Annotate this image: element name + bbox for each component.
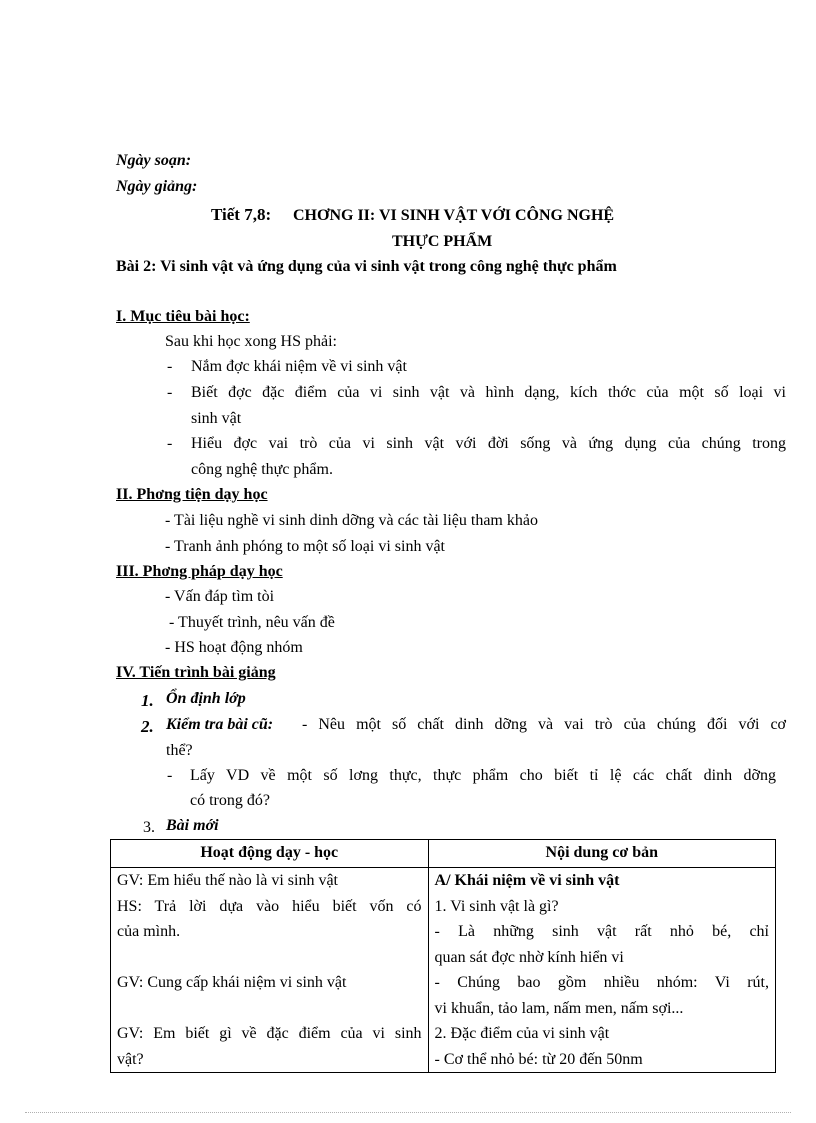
activity-line: GV: Cung cấp khái niệm vi sinh vật xyxy=(117,974,347,991)
teaching-activities-cell xyxy=(111,868,429,1073)
objective-2-line2: sinh vật xyxy=(191,410,242,427)
table-header-left: Hoạt động dạy - học xyxy=(111,840,429,868)
ngay-soan-label: Ngày soạn: xyxy=(116,152,192,169)
step-1-label: Ổn định lớp xyxy=(166,690,246,707)
activity-line: GV: Em hiểu thế nào là vi sinh vật xyxy=(117,872,338,889)
bullet-dash: - xyxy=(167,767,173,784)
step-2-text-line2: thể? xyxy=(166,742,193,759)
table-row xyxy=(111,868,776,1073)
section-2-heading: II. Phơng tiện dạy học xyxy=(116,486,268,503)
content-line: - Là những sinh vật rất nhỏ bé, chỉ xyxy=(434,923,769,940)
lesson-table xyxy=(110,839,776,1073)
activity-line: vật? xyxy=(117,1050,144,1068)
table-header-right: Nội dung cơ bản xyxy=(428,840,775,868)
content-line: 2. Đặc điểm của vi sinh vật xyxy=(434,1025,610,1042)
chapter-title-line2: THỰC PHẨM xyxy=(392,233,493,250)
content-line: vi khuẩn, tảo lam, nấm men, nấm sợi... xyxy=(434,999,684,1017)
bullet-dash: - xyxy=(167,384,173,401)
step-2-sub-line1: Lấy VD về một số lơng thực, thực phẩm cho biết tỉ lệ các chất dinh dỡng xyxy=(190,767,776,784)
objective-1: Nắm đợc khái niệm về vi sinh vật xyxy=(191,358,407,375)
step-1-number: 1. xyxy=(141,691,154,710)
teaching-aid-1: - Tài liệu nghề vi sinh dinh dỡng và các tài liệu tham khảo xyxy=(165,512,538,529)
objective-2-line1: Biết đợc đặc điểm của vi sinh vật và hình dạng, kích thớc của một số loại vi xyxy=(191,384,786,401)
ngay-giang-label: Ngày giảng: xyxy=(116,178,198,195)
basic-content-cell xyxy=(428,868,775,1073)
content-line: - Cơ thể nhỏ bé: từ 20 đến 50nm xyxy=(434,1050,643,1068)
activity-line xyxy=(117,945,422,971)
method-2: - Thuyết trình, nêu vấn đề xyxy=(165,614,335,631)
step-3-number: 3. xyxy=(143,819,155,836)
bullet-dash: - xyxy=(167,435,173,452)
step-2-label: Kiểm tra bài cũ: xyxy=(166,716,274,733)
table-header-row xyxy=(111,840,776,868)
chapter-title-line1: CHƠNG II: VI SINH VẬT VỚI CÔNG NGHỆ xyxy=(293,207,615,224)
activity-line xyxy=(117,996,422,1022)
method-3: - HS hoạt động nhóm xyxy=(165,639,303,656)
bullet-dash: - xyxy=(167,358,173,375)
content-line: - Chúng bao gồm nhiều nhóm: Vi rút, xyxy=(434,974,769,991)
objective-3-line2: công nghệ thực phẩm. xyxy=(191,461,333,478)
lesson-title: Bài 2: Vi sinh vật và ứng dụng của vi sinh vật trong công nghệ thực phẩm xyxy=(116,258,617,275)
objective-3-line1: Hiểu đợc vai trò của vi sinh vật với đời sống và ứng dụng của chúng trong xyxy=(191,435,786,452)
step-2-number: 2. xyxy=(141,717,154,736)
step-2-sub-line2: có trong đó? xyxy=(190,792,270,809)
section-1-intro: Sau khi học xong HS phải: xyxy=(165,333,337,350)
step-2-text-line1: - Nêu một số chất dinh dỡng và vai trò của chúng đối với cơ xyxy=(302,716,786,733)
page-footer-divider xyxy=(25,1112,791,1113)
activity-line: HS: Trả lời dựa vào hiểu biết vốn có xyxy=(117,897,422,915)
section-3-heading: III. Phơng pháp dạy học xyxy=(116,563,283,580)
content-line: quan sát đợc nhờ kính hiển vi xyxy=(434,948,624,966)
activity-line: của mình. xyxy=(117,923,181,940)
tiet-label: Tiết 7,8: xyxy=(211,205,272,224)
content-line: 1. Vi sinh vật là gì? xyxy=(434,897,559,915)
activity-line: GV: Em biết gì về đặc điểm của vi sinh xyxy=(117,1025,422,1042)
method-1: - Vấn đáp tìm tòi xyxy=(165,588,275,605)
section-1-heading: I. Mục tiêu bài học: xyxy=(116,308,250,325)
content-section-title: A/ Khái niệm về vi sinh vật xyxy=(434,872,620,889)
step-3-label: Bài mới xyxy=(166,817,219,834)
section-4-heading: IV. Tiến trình bài giảng xyxy=(116,664,276,681)
teaching-aid-2: - Tranh ảnh phóng to một số loại vi sinh vật xyxy=(165,538,445,555)
